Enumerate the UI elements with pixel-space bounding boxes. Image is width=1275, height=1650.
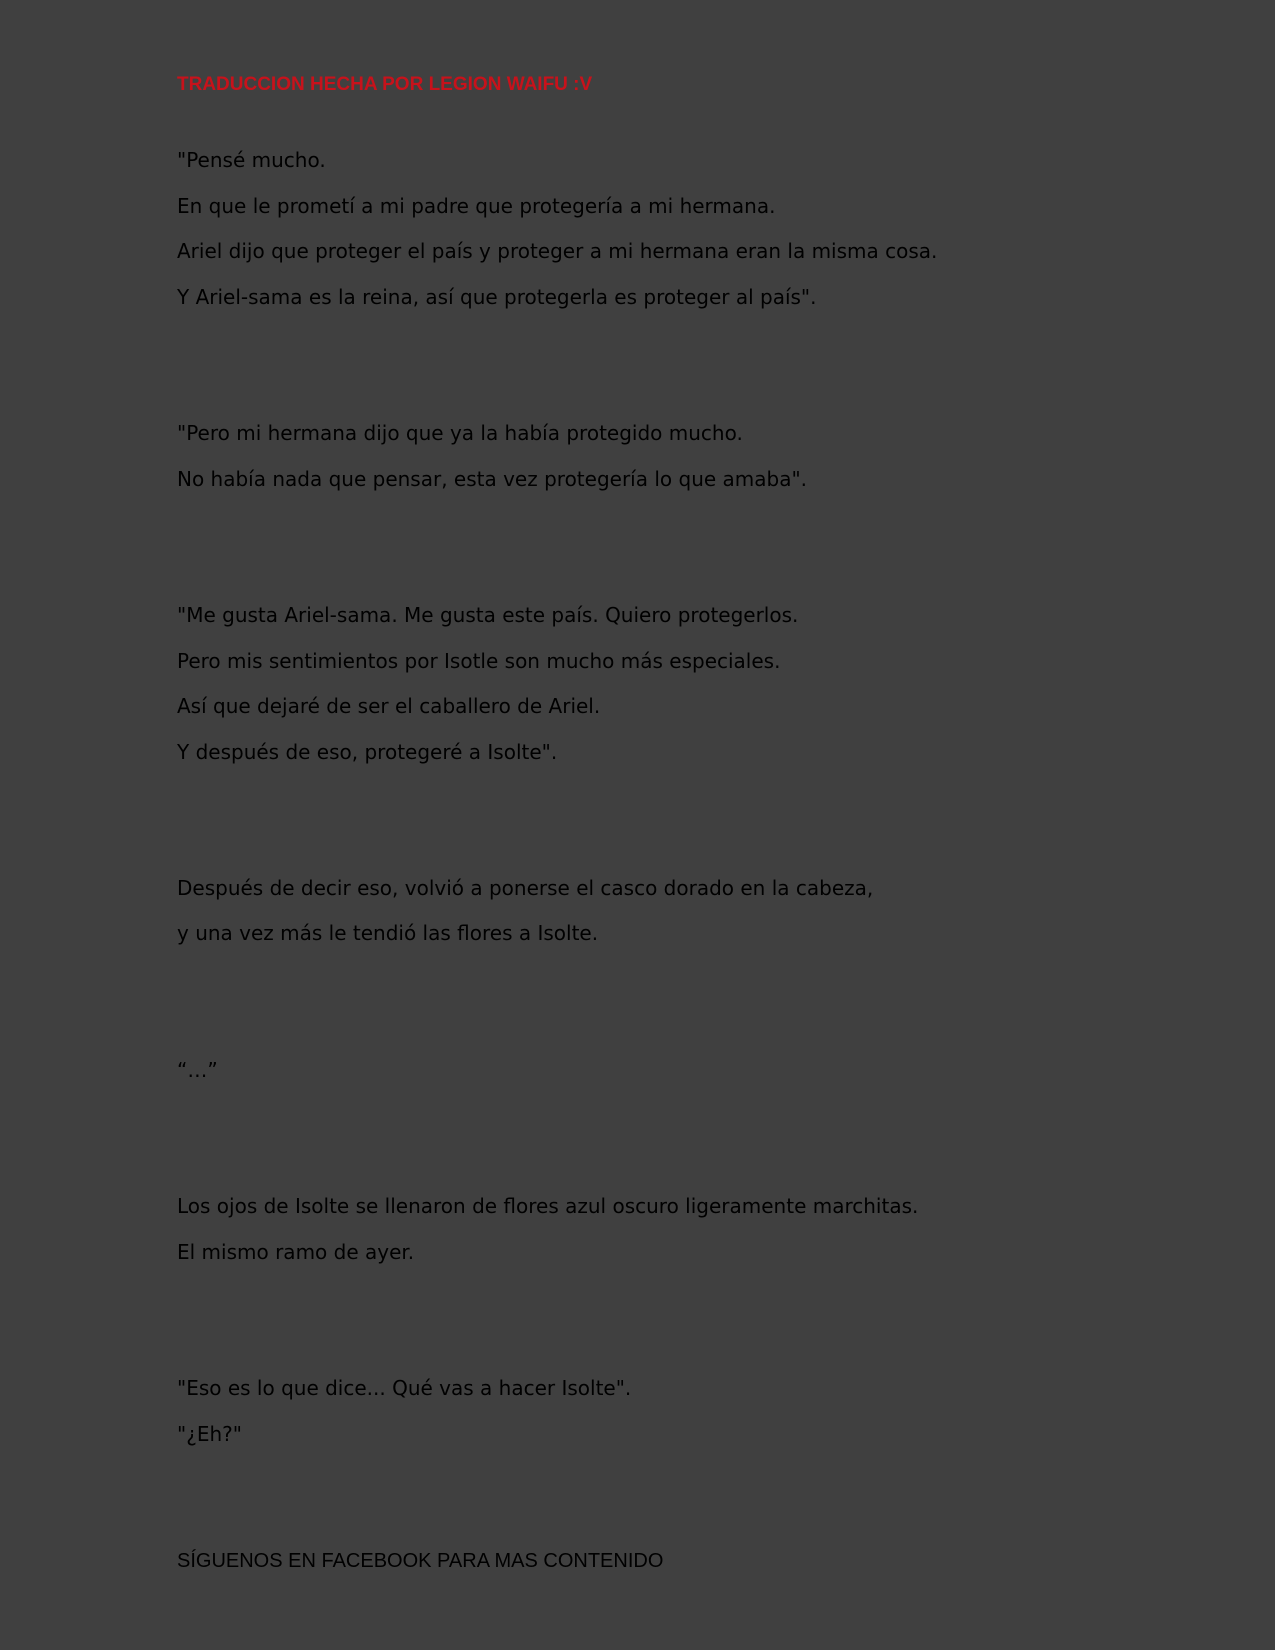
paragraph-line: Así que dejaré de ser el caballero de Ariel. [177,694,601,718]
paragraph-line: "¿Eh?" [177,1422,242,1446]
paragraph-line: Ariel dijo que proteger el país y proteger a mi hermana eran la misma cosa. [177,239,938,263]
paragraph-line: y una vez más le tendió las flores a Isolte. [177,921,599,945]
facebook-follow-footer: SÍGUENOS EN FACEBOOK PARA MAS CONTENIDO [177,1550,664,1572]
paragraph-line: El mismo ramo de ayer. [177,1240,415,1264]
paragraph-line: En que le prometí a mi padre que protegería a mi hermana. [177,194,776,218]
paragraph-line: "Pensé mucho. [177,148,326,172]
paragraph-line: No había nada que pensar, esta vez protegería lo que amaba". [177,467,808,491]
translation-credit-header: TRADUCCION HECHA POR LEGION WAIFU :V [177,74,593,95]
paragraph-line: Y después de eso, protegeré a Isolte". [177,740,558,764]
paragraph-line: Los ojos de Isolte se llenaron de flores azul oscuro ligeramente marchitas. [177,1194,919,1218]
paragraph-line: “…” [177,1058,218,1082]
paragraph-line: Pero mis sentimientos por Isotle son mucho más especiales. [177,649,781,673]
paragraph-line: "Me gusta Ariel-sama. Me gusta este país. Quiero protegerlos. [177,603,799,627]
paragraph-line: "Eso es lo que dice... Qué vas a hacer Isolte". [177,1376,632,1400]
paragraph-line: "Pero mi hermana dijo que ya la había protegido mucho. [177,421,743,445]
paragraph-line: Y Ariel-sama es la reina, así que protegerla es proteger al país". [177,285,817,309]
paragraph-line: Después de decir eso, volvió a ponerse el casco dorado en la cabeza, [177,876,874,900]
document-page [177,0,1177,1650]
